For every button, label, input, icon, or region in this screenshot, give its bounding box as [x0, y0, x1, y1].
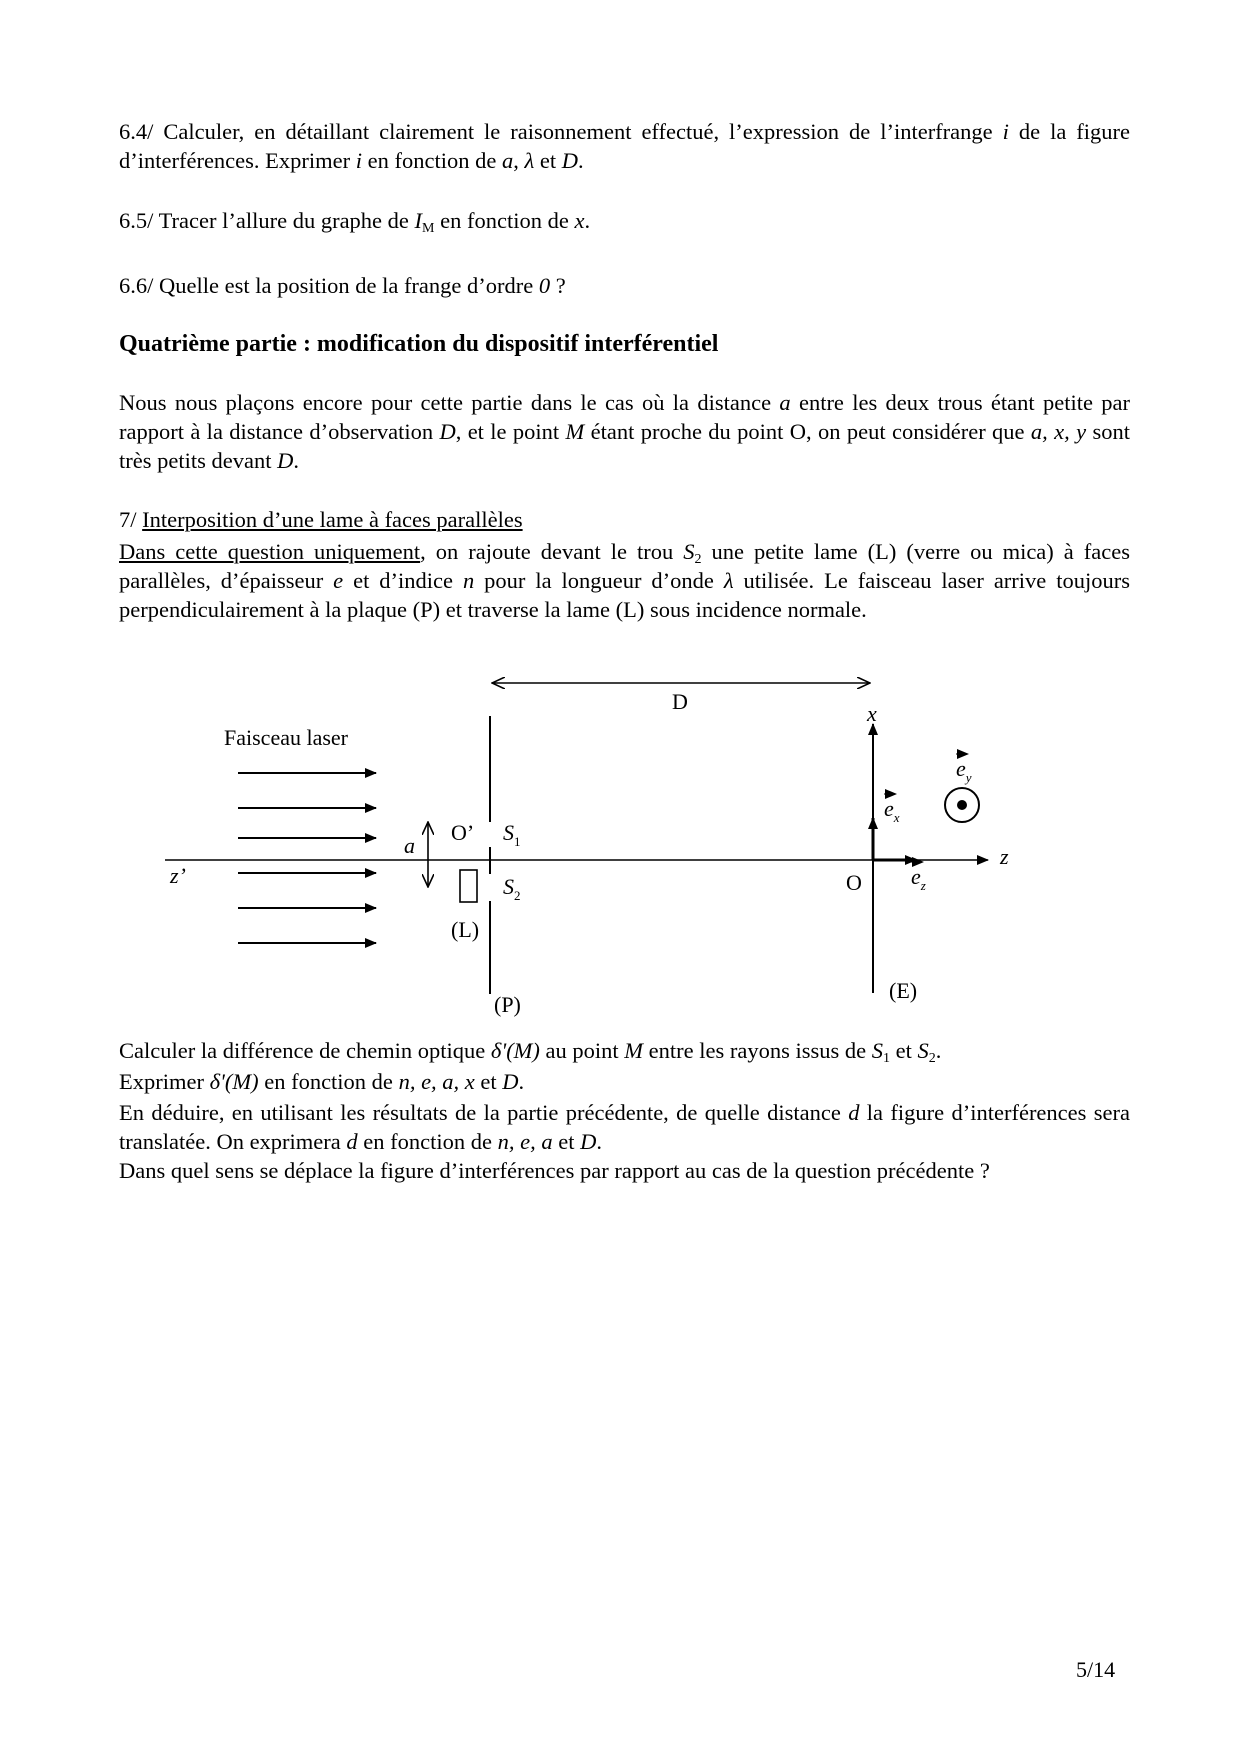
x-axis-label: x	[867, 701, 877, 726]
z-prime-label: z’	[170, 863, 186, 888]
screen-E-label: (E)	[889, 978, 918, 1003]
distance-D-label: D	[672, 689, 688, 714]
question-7: 7/ Interposition d’une lame à faces parallèles Dans cette question uniquement, on rajoute devant le trou $S_2$ une petite lame (L) (verre ou mica) à faces parallèles, d’épaisseur e et d’indice n pour la longueur d’onde λ utilisée. Le faisceau laser arrive toujours perpendiculairement à la plaque (P) et traverse la lame (L) sous incidence normale.	[119, 507, 1130, 622]
distance-a-label: a	[404, 833, 415, 858]
plate-L-label: (L)	[451, 917, 480, 942]
z-axis-label: z	[1000, 844, 1009, 869]
plate-L	[460, 870, 477, 902]
part-4-intro: Nous nous plaçons encore pour cette partie dans le cas où la distance a entre les deux trous étant petite par rapport à la distance d’observation D, et le point M étant proche du point O, on peut considérer que a, x, y sont très petits devant D.	[119, 390, 1130, 473]
O-prime-label: O’	[451, 820, 475, 845]
question-6-6: 6.6/ Quelle est la position de la frange d’ordre 0 ?	[119, 273, 566, 298]
question-6-4: 6.4/ Calculer, en détaillant clairement le raisonnement effectué, l’expression de l’interfrange i de la figure d’interférences. Exprimer i en fonction de a, λ et D.	[119, 119, 1130, 173]
svg-text:ey: $e_y$	[956, 756, 972, 785]
question-7-tasks: Calculer la différence de chemin optique δ'(M) au point M entre les rayons issus de $S_1$ et $S_2$. Exprimer δ'(M) en fonction de n, e, a, x et D. En déduire, en utilisant les résultats de la partie précédente, de quelle distance d la figure d’interférences sera translatée. On exprimera d en fonction de n, e, a et D. Dans quel sens se déplace la figure d’interférences par rapport au cas de la question précédente ?	[119, 1038, 1130, 1183]
page-number: 5/14	[1076, 1657, 1116, 1682]
ez-label	[911, 862, 926, 893]
part-4-heading: Quatrième partie : modification du dispositif interférentiel	[119, 331, 719, 357]
ey-label	[956, 754, 972, 785]
plate-P-label: (P)	[494, 992, 521, 1017]
ey-dot	[957, 800, 967, 810]
laser-beam-label: Faisceau laser	[224, 725, 348, 750]
ex-label	[884, 794, 900, 825]
S1-label: $S_1$	[503, 820, 521, 849]
S2-label: $S_2$	[503, 874, 521, 903]
svg-text:ex: $e_x$	[884, 796, 900, 825]
question-6-5: 6.5/ Tracer l’allure du graphe de $I_M$ en fonction de x.	[119, 208, 591, 236]
svg-text:ez: $e_z$	[911, 864, 926, 893]
origin-O-label: O	[846, 870, 862, 895]
laser-beam-arrows	[238, 773, 376, 943]
